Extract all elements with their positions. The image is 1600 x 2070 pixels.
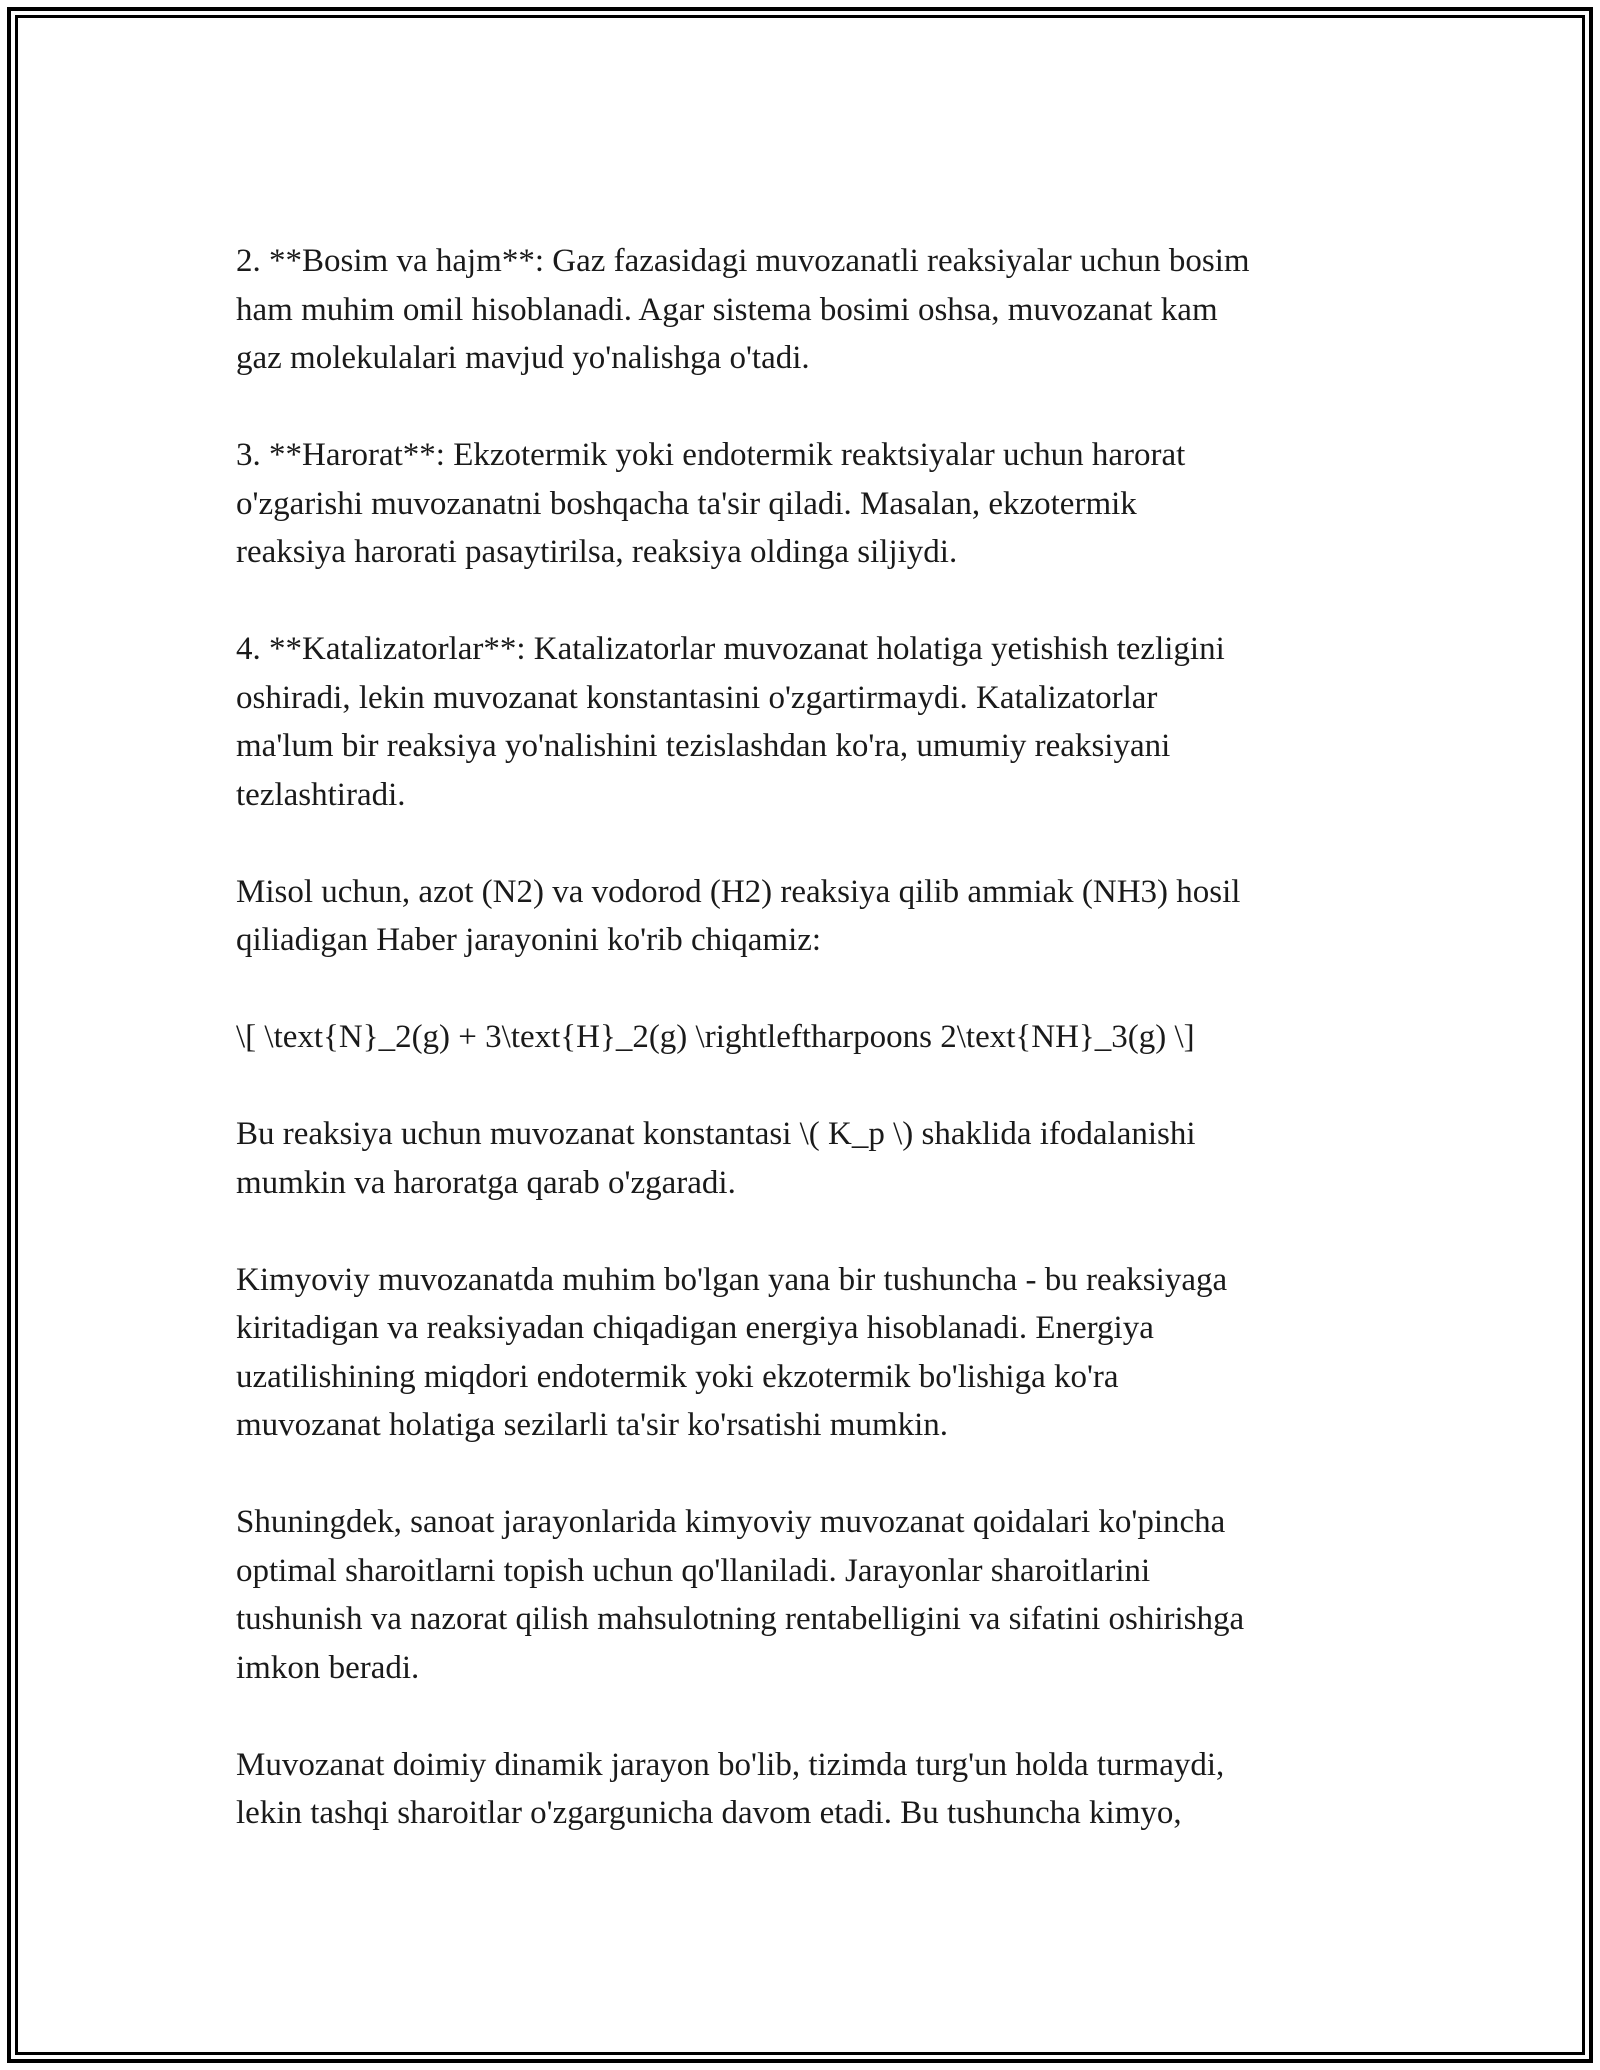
paragraph-haber-example bbox=[236, 868, 1396, 965]
paragraph-kp bbox=[236, 1110, 1396, 1207]
text-line: 4. **Katalizatorlar**: Katalizatorlar muvozanat holatiga yetishish tezligini bbox=[236, 631, 1225, 667]
text-line: muvozanat holatiga sezilarli ta'sir ko'rsatishi mumkin. bbox=[236, 1407, 949, 1443]
text-line: Misol uchun, azot (N2) va vodorod (H2) reaksiya qilib ammiak (NH3) hosil bbox=[236, 873, 1241, 910]
text-line: tushunish va nazorat qilish mahsulotning rentabelligini va sifatini oshirishga bbox=[236, 1601, 1245, 1637]
text-line: qiliadigan Haber jarayonini ko'rib chiqamiz: bbox=[236, 922, 822, 958]
text-line: lekin tashqi sharoitlar o'zgargunicha davom etadi. Bu tushuncha kimyo, bbox=[236, 1795, 1182, 1831]
equation-line: \[ \text{N}_2(g) + 3\text{H}_2(g) \rightleftharpoons 2\text{NH}_3(g) \] bbox=[236, 1019, 1195, 1055]
text-line: kiritadigan va reaksiyadan chiqadigan energiya hisoblanadi. Energiya bbox=[236, 1310, 1154, 1346]
paragraph-industry bbox=[236, 1498, 1396, 1692]
paragraph-pressure-volume bbox=[236, 237, 1396, 383]
text-line: mumkin va haroratga qarab o'zgaradi. bbox=[236, 1164, 736, 1201]
paragraph-temperature bbox=[236, 431, 1396, 577]
text-line: oshiradi, lekin muvozanat konstantasini o'zgartirmaydi. Katalizatorlar bbox=[236, 679, 1158, 716]
text-line: uzatilishining miqdori endotermik yoki ekzotermik bo'lishiga ko'ra bbox=[236, 1358, 1119, 1395]
text-line: o'zgarishi muvozanatni boshqacha ta'sir qiladi. Masalan, ekzotermik bbox=[236, 485, 1137, 522]
text-line: tezlashtiradi. bbox=[236, 776, 406, 813]
text-line: Muvozanat doimiy dinamik jarayon bo'lib, tizimda turg'un holda turmaydi, bbox=[236, 1746, 1225, 1783]
text-line: imkon beradi. bbox=[236, 1649, 420, 1686]
text-line: ma'lum bir reaksiya yo'nalishini tezislashdan ko'ra, umumiy reaksiyani bbox=[236, 728, 1171, 764]
text-line: gaz molekulalari mavjud yo'nalishga o'tadi. bbox=[236, 340, 810, 376]
text-line: optimal sharoitlarni topish uchun qo'llaniladi. Jarayonlar sharoitlarini bbox=[236, 1552, 1151, 1589]
text-line: 3. **Harorat**: Ekzotermik yoki endotermik reaktsiyalar uchun harorat bbox=[236, 437, 1186, 473]
document-body bbox=[236, 237, 1396, 1838]
paragraph-equation bbox=[236, 1013, 1396, 1062]
text-line: Kimyoviy muvozanatda muhim bo'lgan yana bir tushuncha - bu reaksiyaga bbox=[236, 1261, 1228, 1298]
text-line: 2. **Bosim va hajm**: Gaz fazasidagi muvozanatli reaksiyalar uchun bosim bbox=[236, 243, 1250, 279]
paragraph-dynamic bbox=[236, 1741, 1396, 1838]
paragraph-catalysts bbox=[236, 625, 1396, 819]
text-line: ham muhim omil hisoblanadi. Agar sistema bosimi oshsa, muvozanat kam bbox=[236, 291, 1218, 328]
paragraph-energy bbox=[236, 1256, 1396, 1450]
text-line: Shuningdek, sanoat jarayonlarida kimyoviy muvozanat qoidalari ko'pincha bbox=[236, 1504, 1226, 1540]
text-line: reaksiya harorati pasaytirilsa, reaksiya oldinga siljiydi. bbox=[236, 534, 958, 570]
text-line: Bu reaksiya uchun muvozanat konstantasi \( K_p \) shaklida ifodalanishi bbox=[236, 1116, 1196, 1152]
